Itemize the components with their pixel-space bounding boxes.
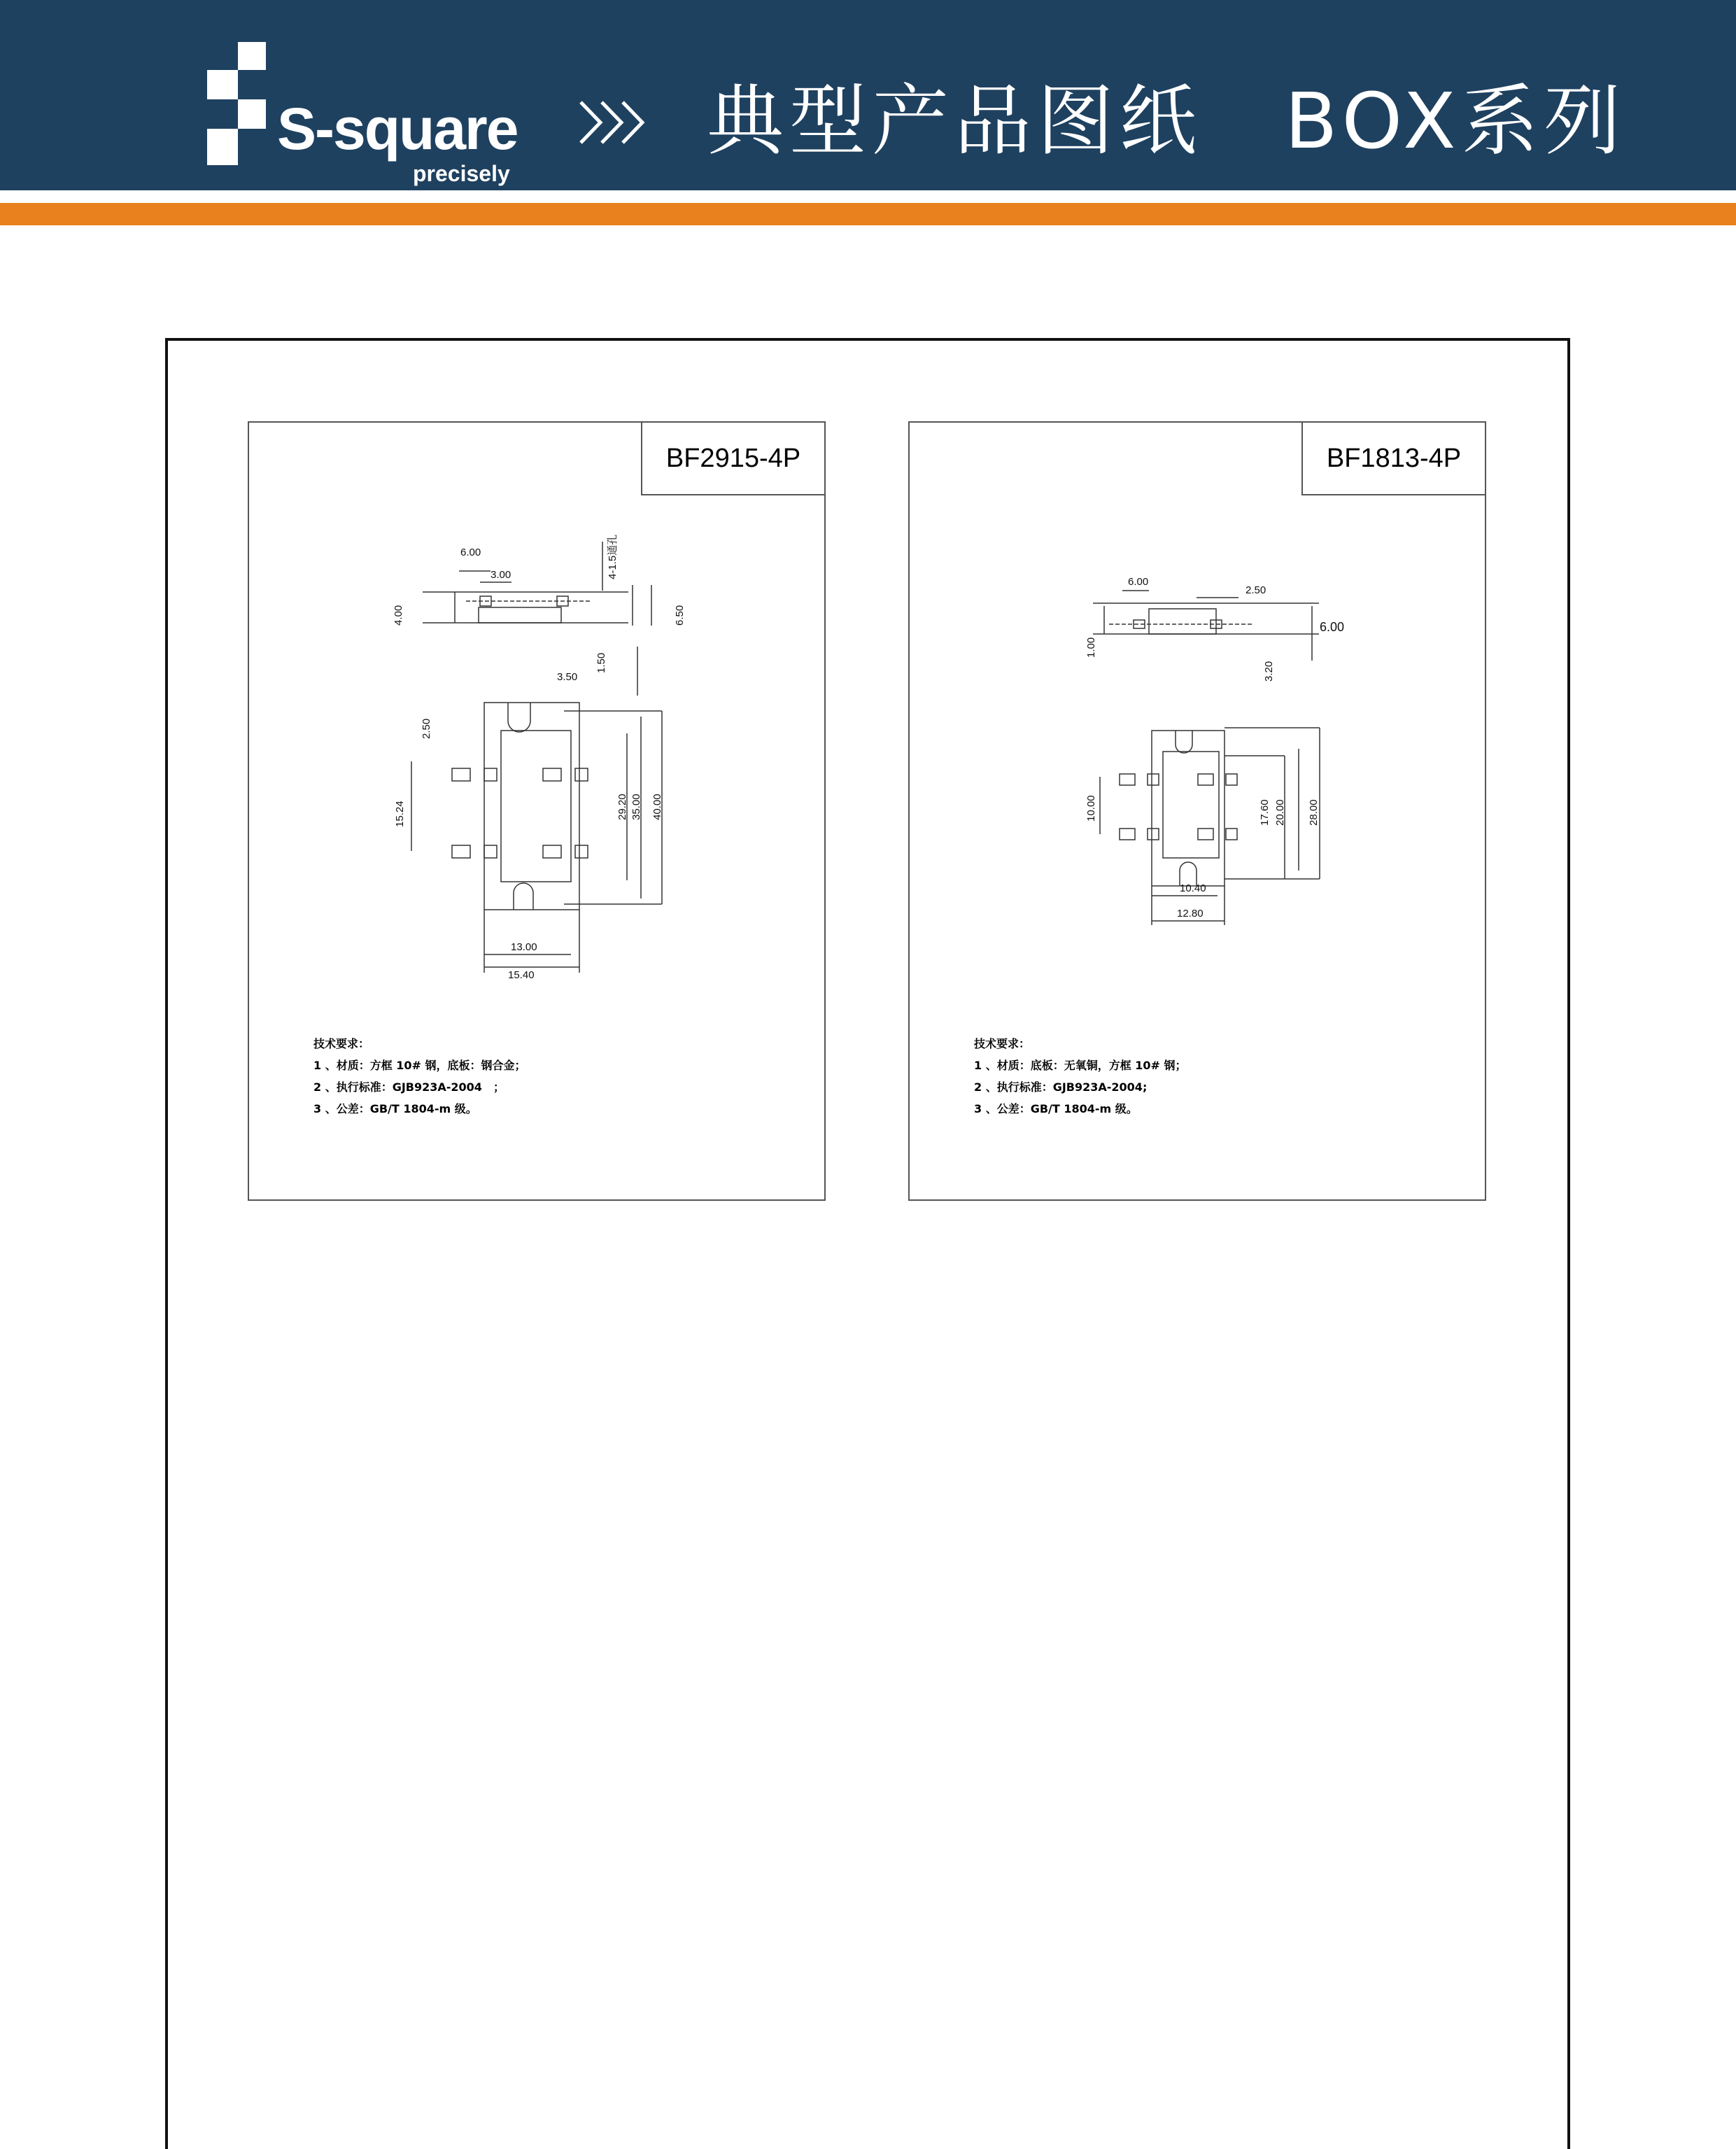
s-square-logo[interactable] [207,42,529,189]
requirements-heading: 技术要求： [313,1037,370,1050]
header-banner [0,0,1736,190]
dim-label: 35.00 [630,794,642,820]
model-label: BF2915-4P [641,423,824,495]
accent-stripe [0,203,1736,225]
pin [1198,829,1237,840]
page-title: 典型产品图纸 BOX系列 [707,76,1627,166]
logo-square [207,129,238,165]
dim-label: 15.24 [394,801,406,827]
dim-label: 4-1.5通孔 [607,534,619,579]
requirement-item: 3 、公差：GB/T 1804-m 级。 [313,1102,477,1115]
requirement-item: 3 、公差：GB/T 1804-m 级。 [974,1102,1138,1115]
logo-square [207,70,238,99]
pin [452,845,497,858]
dim-label: 29.20 [616,794,628,820]
drawing-panel-bf2915 [248,421,826,1201]
pin [1198,774,1237,785]
dim-label: 1.00 [1085,637,1097,658]
technical-requirements [313,1033,526,1120]
pin [1120,774,1159,785]
dim-label: 13.00 [511,941,537,953]
logo-square [238,42,266,70]
brand-name: S-square [277,96,518,162]
technical-drawing [910,423,1488,1024]
dim-label: 6.00 [1128,576,1149,588]
dim-label: 17.60 [1259,799,1271,826]
dim-label: 2.50 [1245,584,1266,596]
requirement-item: 2 、执行标准：GJB923A-2004; [974,1080,1148,1094]
dim-label: 3.20 [1263,661,1275,682]
requirement-item: 2 、执行标准：GJB923A-2004 ； [313,1080,504,1094]
dim-label: 1.50 [595,652,607,673]
dim-label: 10.40 [1180,882,1206,894]
dim-label: 3.50 [557,671,578,683]
dim-label: 4.00 [393,605,404,626]
dim-label: 6.00 [460,547,481,558]
technical-drawing [249,423,827,1024]
dim-label: 3.00 [491,569,511,581]
pin [1120,829,1159,840]
technical-requirements [974,1033,1187,1120]
dim-label: 6.00 [1320,620,1345,634]
dim-label: 28.00 [1308,799,1320,826]
logo-square [238,99,266,129]
requirement-item: 1 、材质：底板：无氧铜，方框 10# 钢； [974,1059,1187,1072]
model-label: BF1813-4P [1301,423,1485,495]
drawing-panel-bf1813 [908,421,1486,1201]
dim-label: 40.00 [651,794,663,820]
dim-label: 15.40 [508,969,535,981]
requirements-heading: 技术要求： [974,1037,1031,1050]
pin [543,845,588,858]
pin [543,768,588,781]
dim-label: 20.00 [1274,799,1286,826]
dim-label: 10.00 [1085,795,1097,822]
brand-tagline: precisely [413,161,510,186]
chevron-right-icon [578,98,655,147]
dim-label: 2.50 [421,718,432,739]
dim-label: 6.50 [674,605,686,626]
dim-label: 12.80 [1177,908,1204,920]
pin [452,768,497,781]
requirement-item: 1 、材质：方框 10# 钢，底板：钢合金； [313,1059,526,1072]
